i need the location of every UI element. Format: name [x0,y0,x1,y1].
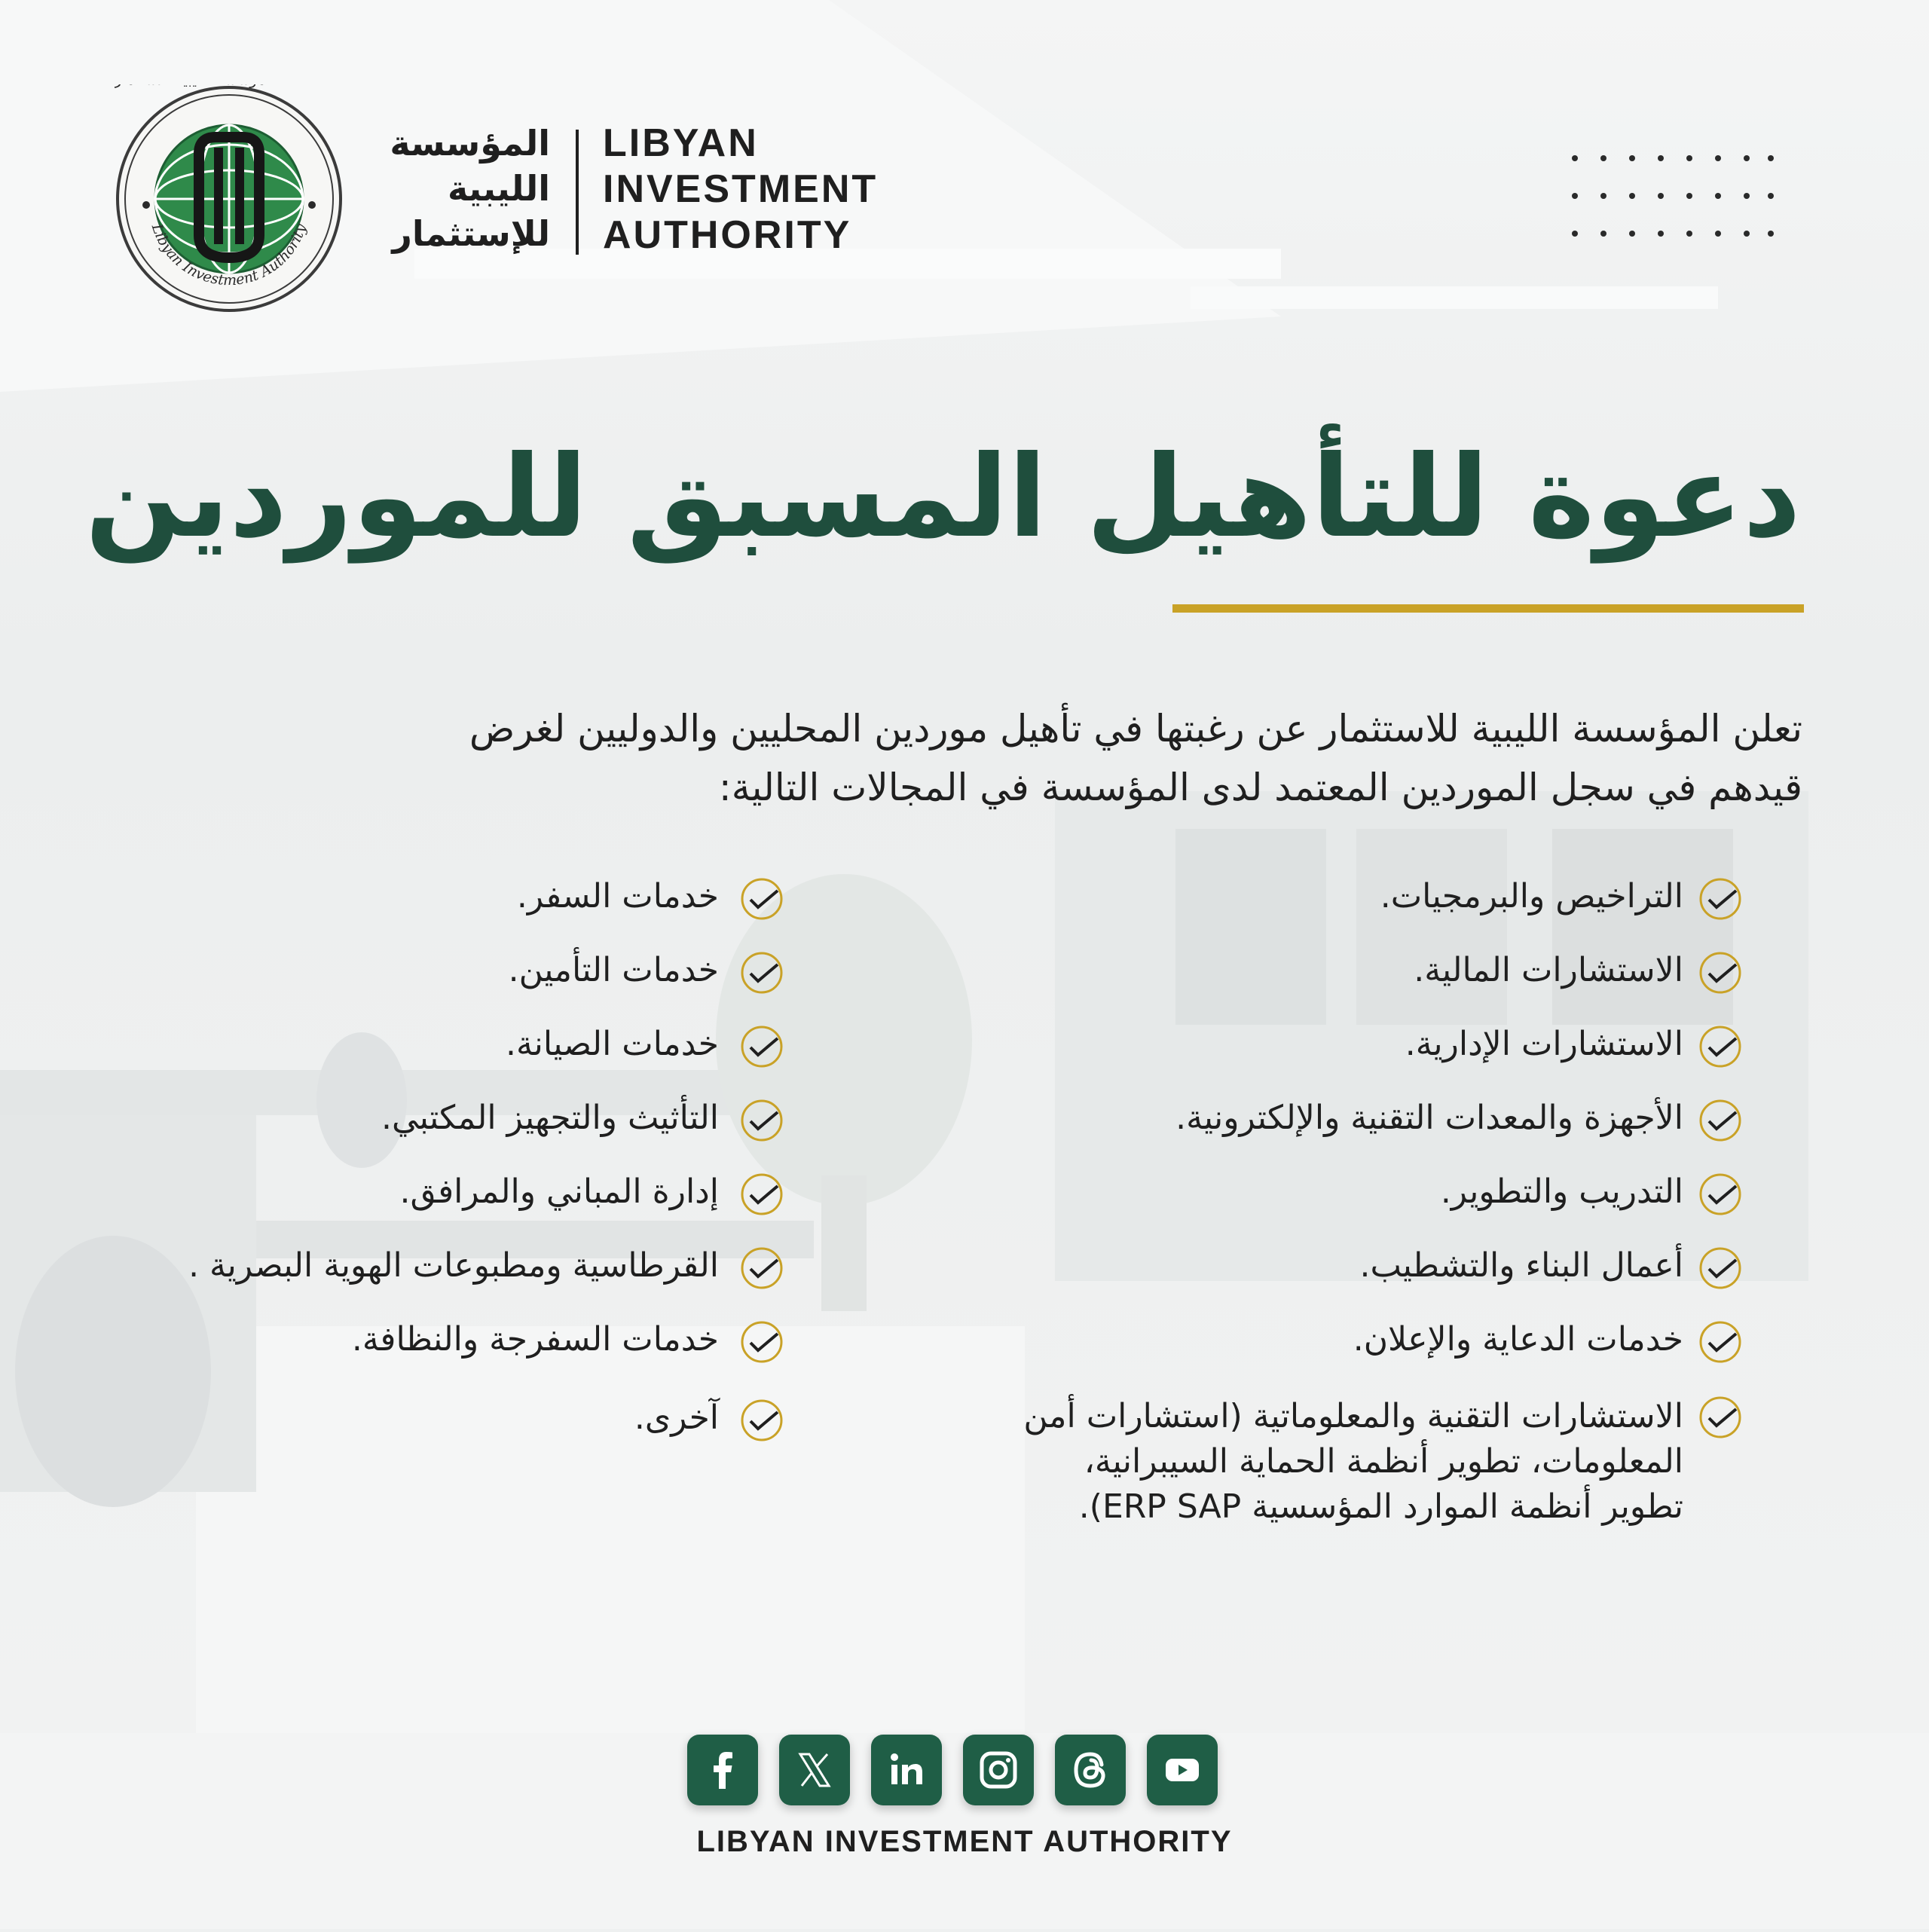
facebook-button[interactable] [687,1735,758,1805]
list-item [957,1245,1756,1293]
x-icon [779,1735,850,1805]
seal-english-text: Libyan Investment Authority [148,222,310,289]
check-circle-icon [1698,877,1742,921]
arabic-brand-line: الليبية [447,168,550,209]
list-item-label: آخرى. [634,1399,719,1437]
seal-icon [115,84,344,313]
list-item-label: الأجهزة والمعدات التقنية والإلكترونية. [1175,1099,1683,1137]
list-item-label: الاستشارات الإدارية. [1405,1025,1683,1063]
list-item [90,1097,791,1145]
intro-paragraph [121,699,1802,817]
intro-line: قيدهم في سجل الموردين المعتمد لدى المؤسسة في المجالات التالية: [718,766,1802,809]
list-item [90,1245,791,1293]
list-item-line: الاستشارات التقنية والمعلوماتية (استشارات أمن [1023,1397,1683,1435]
youtube-button[interactable] [1147,1735,1218,1805]
list-item [957,1319,1756,1367]
list-item [957,949,1756,998]
check-circle-icon [740,1099,784,1142]
arabic-brand-line: المؤسسة [390,123,550,164]
list-item [90,949,791,998]
list-item [957,1097,1756,1145]
list-item-line: تطوير أنظمة الموارد المؤسسية ERP SAP). [1078,1487,1683,1526]
english-brand-line: INVESTMENT [603,167,879,211]
check-circle-icon [740,1320,784,1364]
logo-seal [115,84,344,313]
seal-arabic-text [115,84,275,88]
english-brand-line: AUTHORITY [603,213,852,257]
facebook-icon [687,1735,758,1805]
list-item-label: خدمات السفرجة والنظافة. [351,1320,719,1359]
check-circle-icon [1698,1246,1742,1290]
list-item [90,1319,791,1367]
arabic-brand-line: للإستثمار [392,213,550,254]
check-circle-icon [740,951,784,995]
list-item-label: التراخيص والبرمجيات. [1380,877,1683,916]
list-item [957,1394,1756,1537]
decorative-dot-grid [1570,154,1775,238]
list-item [90,1397,791,1445]
list-item-label: خدمات الدعاية والإعلان. [1353,1320,1683,1359]
list-item-label: التدريب والتطوير. [1440,1172,1683,1211]
english-brand-name [603,121,878,258]
intro-line: تعلن المؤسسة الليبية للاستثمار عن رغبتها في تأهيل موردين المحليين والدوليين لغرض [469,707,1802,750]
x-button[interactable] [779,1735,850,1805]
youtube-icon [1147,1735,1218,1805]
list-item-line: المعلومات، تطوير أنظمة الحماية السيبرانية، [1084,1442,1683,1481]
list-item-label: القرطاسية ومطبوعات الهوية البصرية . [188,1246,719,1285]
english-brand-line: LIBYAN [603,121,759,165]
list-item [957,1023,1756,1071]
check-circle-icon [740,1172,784,1216]
check-circle-icon [740,1025,784,1068]
list-item-label: أعمال البناء والتشطيب. [1359,1246,1683,1285]
threads-button[interactable] [1055,1735,1126,1805]
title-underline [1172,604,1804,613]
instagram-button[interactable] [963,1735,1034,1805]
instagram-icon [963,1735,1034,1805]
linkedin-button[interactable] [871,1735,942,1805]
list-item-label: إدارة المباني والمرافق. [399,1172,719,1211]
check-circle-icon [740,1246,784,1290]
check-circle-icon [1698,951,1742,995]
list-item-label [1023,1394,1683,1530]
list-item [957,876,1756,924]
list-item-label: خدمات الصيانة. [506,1025,719,1063]
linkedin-icon [871,1735,942,1805]
header-divider [576,130,579,255]
list-item [957,1171,1756,1219]
page-title: دعوة للتأهيل المسبق للموردين [84,432,1801,563]
check-circle-icon [740,1399,784,1442]
list-item-label: الاستشارات المالية. [1414,951,1683,989]
list-item-label: التأثيث والتجهيز المكتبي. [381,1099,719,1137]
check-circle-icon [1698,1320,1742,1364]
check-circle-icon [1698,1025,1742,1068]
arabic-brand-name [347,121,550,256]
list-item-label: خدمات السفر. [516,877,719,916]
list-item [90,1023,791,1071]
check-circle-icon [1698,1172,1742,1216]
check-circle-icon [740,877,784,921]
list-item [90,876,791,924]
check-circle-icon [1698,1099,1742,1142]
threads-icon [1055,1735,1126,1805]
check-circle-icon [1698,1396,1742,1439]
footer-brand-name: LIBYAN INVESTMENT AUTHORITY [696,1825,1233,1858]
list-item-label: خدمات التأمين. [508,951,719,989]
list-item [90,1171,791,1219]
